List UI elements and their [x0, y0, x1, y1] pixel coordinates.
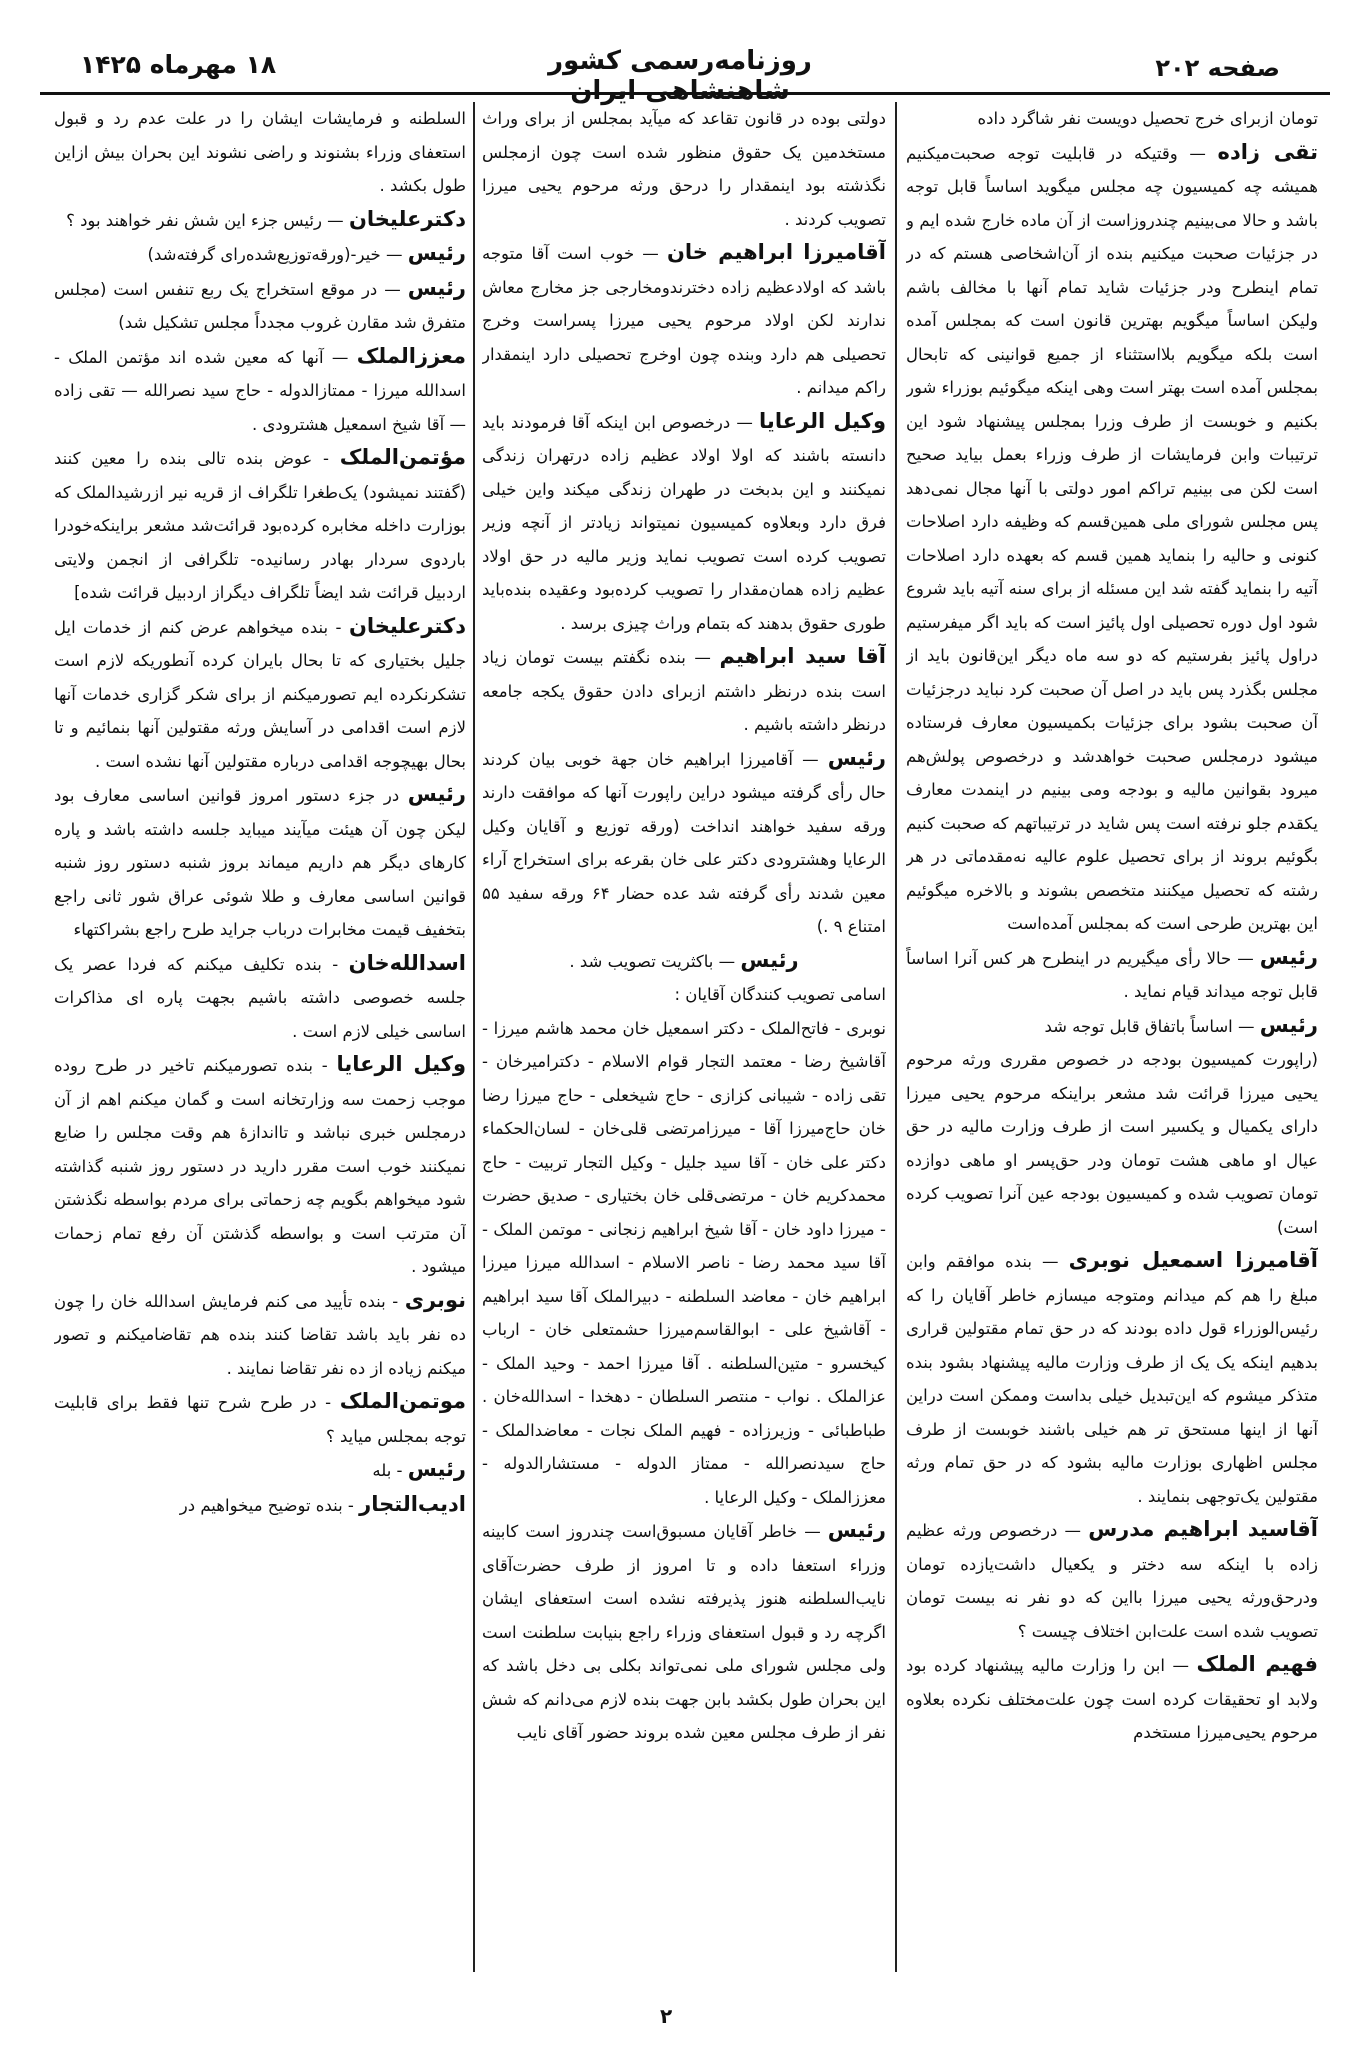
paragraph-text: - بله	[372, 1461, 403, 1480]
speaker-name: دکترعلیخان	[348, 613, 466, 638]
paragraph	[906, 941, 1318, 1009]
paragraph-text: — خاطر آقایان مسبوق‌است چندروز است کابینه وزراء استعفا داده و تا امروز از طرف حضرت‌آقای نایب‌السلطنه هنوز پذیرفته نشده است استعفای ایشان اگرچه رد و قبول استعفای وزراء راجع بنیابت سلطنت است ولی مجلس شورای ملی نمی‌تواند بکلی بی دخل باشد که این بحران طول بکشد بابن جهت بنده لازم می‌دانم که شش نفر از طرف مجلس معین شده بروند حضور آقای نایب	[482, 1522, 886, 1742]
speaker-name: وکیل الرعایا	[759, 408, 886, 433]
paragraph	[482, 1514, 886, 1750]
speaker-name: مؤتمن‌الملک	[339, 445, 466, 469]
paragraph	[482, 944, 886, 979]
speaker-name: فهیم الملک	[1196, 1652, 1318, 1676]
paragraph-text: — بنده موافقم وابن مبلغ را هم کم میدانم ومتوجه میسازم خاطر آقایان را که رئیس‌الوزراء قول داده بودند که در حق تمام مقتولین قراری بدهیم اینکه یک یک از طرف وزارت مالیه پیشنهاد بشود بنده متذکر میشوم که این‌تبدیل خیلی بداست وممکن است دراین آنها از اینها مستحق تر هم خیلی باشند خوبست از طرف مجلس اظهاری بوزارت مالیه بشود که در حق تمام ورثه مقتولین یک‌توجهی بنمایند .	[906, 1252, 1318, 1506]
paragraph	[54, 1488, 466, 1523]
speaker-name: رئیس	[1259, 1012, 1318, 1037]
paragraph	[906, 1244, 1318, 1513]
paragraph-text: — اساساً باتفاق قابل توجه شد	[1044, 1016, 1255, 1036]
paragraph-text: — درخصوص ابن اینکه آقا فرمودند باید دانسته باشند که اولا اولاد عظیم زاده درتهران زندگی نمیکنند و این بدبخت در طهران زندگی میکند واین خیلی فرق دارد وبعلاوه کمیسیون نمیتواند زیادتر از آنچه وزیر تصویب کرده است تصویب نماید وزیر مالیه در حق اولاد عظیم زاده همان‌مقدار را تصویب کرده‌بود وعقیده بنده‌باید طوری حقوق بدهند که بتمام وراث چیزی برسد .	[482, 412, 886, 633]
paragraph	[906, 136, 1318, 941]
paragraph-text: - بنده میخواهم عرض کنم از خدمات ایل جلیل بختیاری که تا بحال بایران کرده آنطوریکه لازم است تشکرنکرده ایم تصورمیکنم از برای شکر گزاری خدمات آنها لازم است اقدامی در آسایش ورثه مقتولین آنها بنمائیم و تا بحال بهیچوجه اقدامی درباره مقتولین آنها نشده است .	[54, 617, 466, 771]
paragraph	[54, 237, 466, 272]
paragraph	[906, 1513, 1318, 1648]
speaker-name: موتمن‌الملک	[339, 1389, 466, 1413]
paragraph-text: — خیر-(ورقه‌توزیع‌شده‌رای گرفته‌شد)	[147, 245, 403, 264]
speaker-name: رئیس	[407, 782, 466, 806]
paragraph	[482, 1012, 886, 1515]
speaker-name: نوبری	[404, 1287, 466, 1312]
paragraph	[54, 340, 466, 442]
masthead	[40, 36, 1330, 106]
column-left	[54, 102, 466, 1982]
speaker-name: رئیس	[407, 1457, 466, 1481]
paragraph-text: — آقامیرزا ابراهیم خان جهة خوبی بیان کردند حال رأی گرفته میشود دراین راپورت آنها که موافقت دارند ورقه سفید خواهند انداخت (ورقه توزیع و آقایان وکیل الرعایا وهشترودی دکتر علی خان بقرعه برای استخراج آراء معین شدند رأی گرفته شد عده حضار ۶۴ ورقه سفید ۵۵ امتناع ۹ .)	[482, 749, 886, 936]
paragraph-text: — رئیس جزء این شش نفر خواهند بود ؟	[66, 210, 344, 230]
paragraph	[906, 1009, 1318, 1044]
speaker-name: تقی زاده	[1217, 139, 1318, 164]
paragraph-text: — آنها که معین شده اند مؤتمن الملک - اسدالله میرزا - ممتازالدوله - حاج سید نصرالله — تقی زاده — آقا شیخ اسمعیل هشترودی .	[54, 347, 466, 434]
paragraph-text: - بنده تصورمیکنم تاخیر در طرح روده موجب زحمت سه وزارتخانه است و گمان میکنم اهم از آن درمجلس خبری نباشد و تااندازهٔ هم وقت مجلس را ضایع نمیکنند خوب است مقرر دارید در دستور روز شنبه گذاشته شود میخواهم بگویم چه زحماتی برای مردم بواسطه نگذشتن آن مترتب است و بواسطه گذشتن آن رفع تمام زحمات میشود .	[54, 1056, 466, 1276]
paragraph	[54, 1284, 466, 1386]
speaker-name: رئیس	[407, 275, 466, 300]
paragraph	[54, 441, 466, 610]
paragraph	[906, 102, 1318, 136]
speaker-name: ادیب‌التجار	[359, 1491, 466, 1516]
speaker-name: رئیس	[827, 745, 886, 770]
paragraph	[54, 947, 466, 1049]
issue-date: ۱۸ مهرماه ۱۴۲۵	[80, 50, 277, 79]
column-divider	[473, 102, 475, 1972]
speaker-name: رئیس	[407, 241, 466, 265]
column-right	[906, 102, 1318, 1982]
speaker-name: آقا سید ابراهیم	[719, 644, 886, 668]
speaker-name: دکترعلیخان	[348, 206, 466, 231]
paragraph-text: — خوب است آقا متوجه باشد که اولادعظیم زاده دخترندومخارجی جز مخارج معاش ندارند لکن اولاد مرحوم یحیی میرزا پسراست وخرج تحصیلی هم دارد وبنده چون اوخرج تحصیلی دارد اینمقدار راکم میدانم .	[482, 244, 886, 397]
speaker-name: آقامیرزا اسمعیل نوبری	[1068, 1248, 1318, 1272]
paragraph-text: — وقتیکه در قابلیت توجه صحبت‌میکنیم همیشه چه کمیسیون چه مجلس میگوید اساساً قابل توجه باشد و حالا می‌بینیم چندروزاست از آن ماده خارج شده ایم و در جزئیات صحبت میکنیم بنده از آن‌اشخاصی هستم که در تمام اینطرح ودر جزئیات شاید تمام آنها با مخالف باشم ولیکن اساساً میگویم بهترین قانون است که بمجلس آمده است بلکه میگویم بلااستثناء از جمیع قوانینی که تابحال بمجلس آمده است بهتر است وهی اینکه میگوئیم بوزراء شور بکنیم و خوبست از طرف وزرا بمجلس پیشنهاد شود این ترتیبات وابن فرمایشات از طرف وزراء بعمل بیاید صحیح است لکن می بینیم تراکم امور دولتی با آنها مجال نمی‌دهد پس مجلس شورای ملی همین‌قسم که وظیفه دارد اصلاحات کنونی و حالیه را بنماید همین قسم که بعهده دارد اصلاحات آتیه را بنماید گفته شد این مسئله از برای سنه آتیه باید شروع شود اول دوره تحصیلی اول پائیز است که باید اگر میفرستیم دراول پائیز بفرستیم که دو سه ماه دیگر این‌قانون باید از مجلس بگذرد پس باید در اصل آن صحبت کرد نباید درجزئیات آن صحبت بشود برای جزئیات بکمیسیون معارف فرستاده میشود درمجلس صحبت خواهدشد و درخصوص پولش‌هم میرود بقوانین مالیه و بودجه ومی بینیم در اینمدت معارف یکقدم جلو نرفته است پس شاید در ترتیباتهم که صحبت کنیم بگوئیم بروند از برای تحصیل علوم عالیه نه‌مقدماتی در هر رشته که تحصیل میکنند متخصص بشوند و بالاخره میگوئیم این بهترین طرحی است که بمجلس آمده‌است	[906, 143, 1318, 933]
paragraph	[482, 640, 886, 742]
column-divider	[895, 102, 897, 1972]
paragraph-text: (راپورت کمیسیون بودجه در خصوص مقرری ورثه مرحوم یحیی میرزا قرائت شد مشعر براینکه مرحوم یحیی میرزا دارای یکمیال و یکسیر است از طرف وزارت مالیه در حق عیال او ماهی هشت تومان ودر حق‌پسر او ماهی دوازده تومان تصویب شده و کمیسیون بودجه عین آنرا تصویب کرده است)	[906, 1050, 1318, 1237]
paragraph-text: — در موقع استخراج یک ربع تنفس است (مجلس متفرق شد مقارن غروب مجدداً مجلس تشکیل شد)	[54, 279, 466, 332]
paragraph-text: اسامی تصویب کنندگان آقایان :	[674, 985, 886, 1004]
speaker-name: آقاسید ابراهیم مدرس	[1088, 1517, 1318, 1541]
paragraph-text: — ابن را وزارت مالیه پیشنهاد کرده بود ولابد او تحقیقات کرده است چون علت‌مختلف نکرده بعلاوه مرحوم یحیی‌میرزا مستخدم	[906, 1656, 1318, 1742]
paragraph	[906, 1648, 1318, 1750]
paragraph	[54, 1385, 466, 1453]
paragraph-text: — بنده نگفتم بیست تومان زیاد است بنده درنظر داشتم ازبرای دادن حقوق یکجه جامعه درنظر داشته باشیم .	[482, 648, 886, 734]
paragraph-text: - بنده تکلیف میکنم که فردا عصر یک جلسه خصوصی داشته باشیم بجهت پاره ای مذاکرات اساسی خیلی لازم است .	[54, 954, 466, 1041]
column-middle	[482, 102, 886, 1982]
paragraph	[482, 978, 886, 1012]
page-number: صفحه ۲۰۲	[1155, 54, 1280, 82]
speaker-name: رئیس	[827, 1518, 886, 1542]
paragraph	[482, 742, 886, 944]
speaker-name: معززالملک	[356, 343, 466, 368]
paragraph-text: — درخصوص ورثه عظیم زاده با اینکه سه دختر و یکعیال داشت‌یازده تومان ودرحق‌ورثه یحیی میرزا بااین که دو نفر نه بیست تومان تصویب شده است علت‌ابن اختلاف چیست ؟	[906, 1521, 1318, 1641]
speaker-name: وکیل الرعایا	[336, 1052, 466, 1076]
newspaper-page	[40, 14, 1330, 2034]
paragraph-text: - در طرح شرح تنها فقط برای قابلیت توجه بمجلس میاید ؟	[54, 1393, 466, 1446]
newspaper-title: روزنامه‌رسمی کشور شاهنشاهی ایران	[548, 46, 812, 106]
paragraph	[482, 236, 886, 405]
paragraph	[54, 778, 466, 947]
paragraph-text: - عوض بنده تالی بنده را معین کنند (گفتند نمیشود) یک‌طغرا تلگراف از قریه نیر ازرشیدالملک که بوزارت داخله مخابره کرده‌بود قرائت‌شد مشعر براینکه‌خودرا باردوی سردار بهادر رسانیده- تلگرافی از انجمن ولایتی اردبیل قرائت شد ایضاً تلگراف دیگراز اردبیل قرائت شده]	[54, 449, 466, 602]
paragraph	[54, 1453, 466, 1488]
paragraph-text: دولتی بوده در قانون تقاعد که میآید بمجلس از برای وراث مستخدمین یک حقوق منظور شده است چون ازمجلس نگذشته بود اینمقدار را درحق ورثه مرحوم یحیی میرزا تصویب کردند .	[482, 109, 886, 229]
paragraph	[482, 405, 886, 641]
paragraph-text: در جزء دستور امروز قوانین اساسی معارف بود لیکن چون آن هیئت میآیند میباید جلسه داشته باشد و پاره کارهای دیگر هم داریم میماند بروز شنبه دستور روز شنبه قوانین اساسی معارف و طلا شوئی عراق شور ثانی راجع بتخفیف قیمت مخابرات درباب جراید طرح راجع بشراکتهاء	[54, 786, 466, 939]
speaker-name: رئیس	[1259, 944, 1318, 969]
paragraph	[54, 203, 466, 238]
speaker-name: اسدالله‌خان	[348, 950, 466, 975]
header-rule	[40, 92, 1330, 95]
paragraph-text: — حالا رأی میگیریم در اینطرح هر کس آنرا اساساً قابل توجه میداند قیام نماید .	[906, 948, 1318, 1001]
folio-number: ۲	[660, 2004, 673, 2028]
paragraph-text: — باکثریت تصویب شد .	[569, 951, 736, 971]
paragraph-text: - بنده توضیح میخواهیم در	[179, 1495, 354, 1515]
paragraph	[54, 1048, 466, 1284]
paragraph	[54, 272, 466, 340]
speaker-name: رئیس	[740, 947, 799, 972]
paragraph-text: نوبری - فاتح‌الملک - دکتر اسمعیل خان محمد هاشم میرزا - آقاشیخ رضا - معتمد التجار قوام الاسلام - دکترامیرخان - تقی زاده - شیبانی کزازی - حاج شیخعلی - حاج میرزا رضا خان حاج‌میرزا آقا - میرزامرتضی قلی‌خان - لسان‌الحکماء دکتر علی خان - آقا سید جلیل - وکیل التجار تربیت - حاج محمدکریم خان - مرتضی‌قلی خان بختیاری - صدیق حضرت - میرزا داود خان - آقا شیخ ابراهیم زنجانی - موتمن الملک - آقا سید محمد رضا - ناصر الاسلام - اسدالله میرزا میرزا ابراهیم خان - معاضد السلطنه - دبیرالملک آقا سید ابراهیم - آقاشیخ علی - ابوالقاسم‌میرزا حشمتعلی خان - ارباب کیخسرو - متین‌السلطنه . آقا میرزا احمد - وحید الملک - عزالملک . نواب - منتصر السلطان - دهخدا - اسدالله‌خان . طباطبائی - وزیرزاده - فهیم الملک نجات - معاضدالملک - حاج سیدنصرالله - ممتاز الدوله - مستشارالدوله - معززالملک - وکیل الرعایا .	[482, 1018, 886, 1507]
paragraph	[54, 102, 466, 203]
paragraph	[482, 102, 886, 236]
paragraph-text: تومان ازبرای خرج تحصیل دویست نفر شاگرد داده	[977, 109, 1318, 128]
paragraph	[54, 610, 466, 779]
paragraph-text: السلطنه و فرمایشات ایشان را در علت عدم رد و قبول استعفای وزراء بشنوند و راضی نشوند این بحران بیش ازاین طول بکشد .	[54, 109, 466, 195]
paragraph	[906, 1043, 1318, 1244]
speaker-name: آقامیرزا ابراهیم خان	[666, 240, 886, 264]
paragraph-text: - بنده تأیید می کنم فرمایش اسدالله خان را چون ده نفر باید باشد تقاضا کنند بنده هم تقاضامیکنم و تصور میکنم زیاده از ده نفر تقاضا نمایند .	[54, 1291, 466, 1378]
